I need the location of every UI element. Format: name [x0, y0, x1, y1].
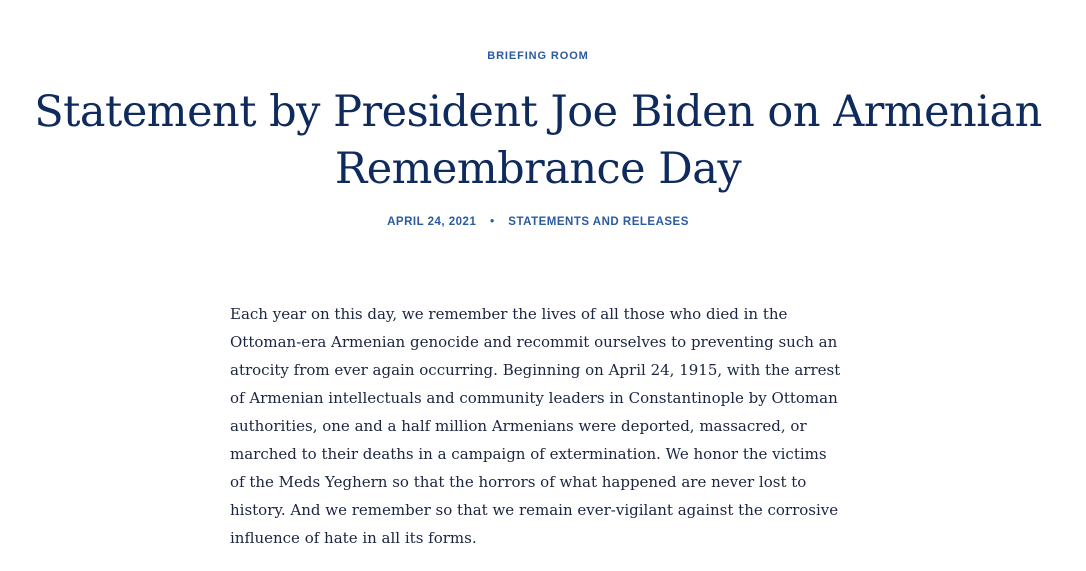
category-link[interactable]: STATEMENTS AND RELEASES: [508, 216, 689, 228]
briefing-room-link[interactable]: BRIEFING ROOM: [487, 50, 589, 62]
page-title: Statement by President Joe Biden on Armenian Remembrance Day: [34, 87, 1042, 194]
post-date: APRIL 24, 2021: [387, 216, 477, 228]
meta-separator: •: [490, 216, 495, 228]
post-meta: [0, 216, 1076, 228]
article-paragraph: Each year on this day, we remember the lives of all those who died in the Ottoman-era Armenian genocide and recommit ourselves to preventing such an atrocity from ever again occurring. Beginning on April 24, 1915, with the arrest of Armenian intellectuals and community leaders in Constantinople by Ottoman authorities, one and a half million Armenians were deported, massacred, or marched to their deaths in a campaign of extermination. We honor the victims of the Meds Yeghern so that the horrors of what happened are never lost to history. And we remember so that we remain ever-vigilant against the corrosive influence of hate in all its forms.: [230, 305, 841, 547]
